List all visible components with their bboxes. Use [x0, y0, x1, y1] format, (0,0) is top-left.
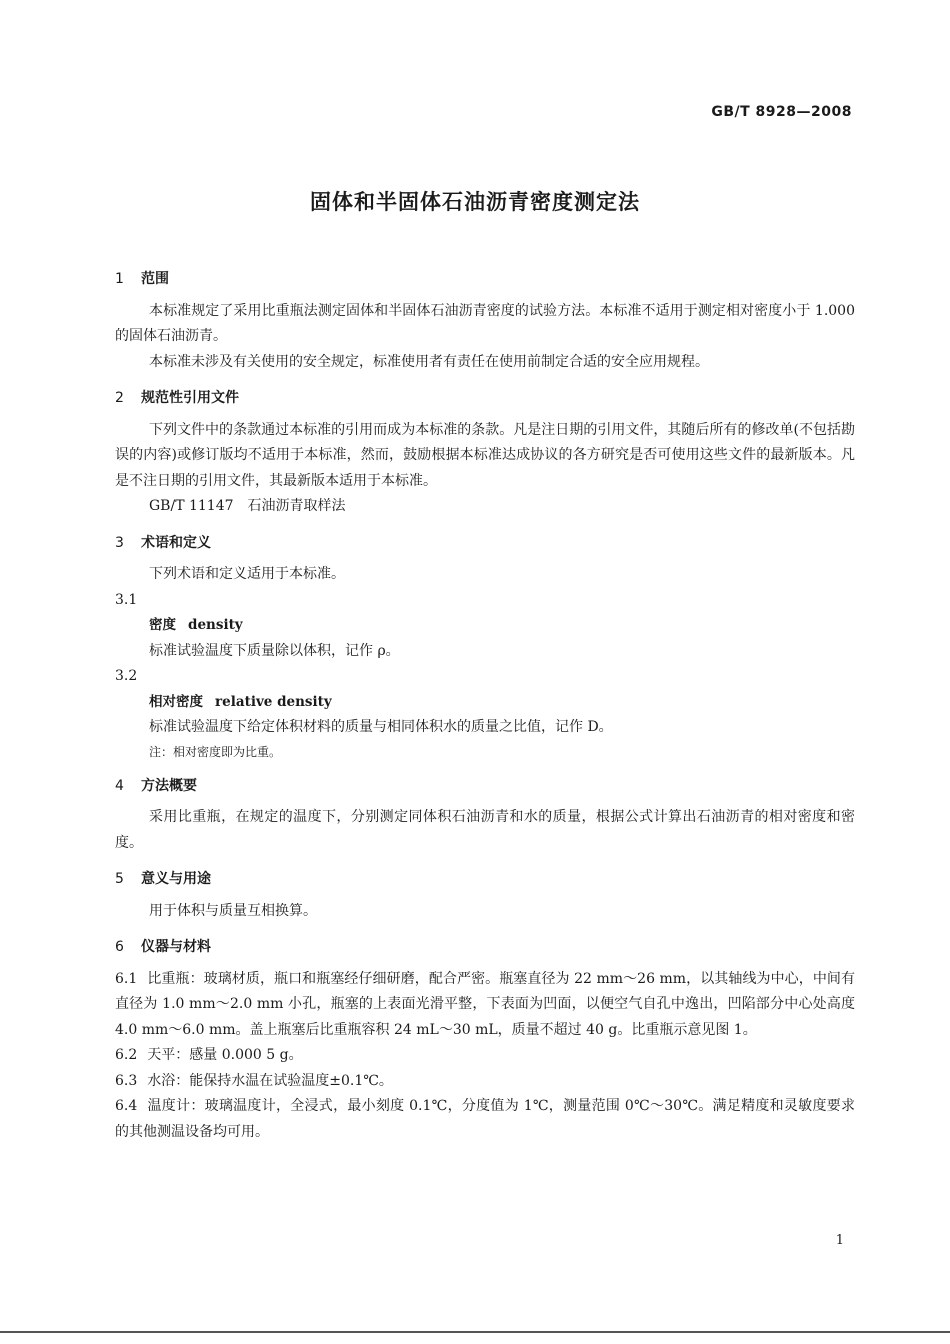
standard-code: GB/T 8928—2008 — [711, 104, 852, 120]
normative-reference — [115, 494, 855, 520]
clause-number: 6.2 — [115, 1047, 138, 1063]
section-title: 意义与用途 — [141, 871, 211, 887]
term-number: 3.1 — [115, 591, 138, 608]
section-5-heading — [115, 867, 855, 893]
section-number: 5 — [115, 871, 124, 887]
term-definition: 标准试验温度下给定体积材料的质量与相同体积水的质量之比值，记作 D。 — [149, 719, 613, 735]
term-name — [115, 613, 855, 639]
term-english: density — [188, 617, 243, 633]
clause-text: 天平：感量 0.000 5 g。 — [147, 1047, 303, 1063]
term-chinese: 密度 — [149, 617, 176, 633]
section-number: 2 — [115, 390, 124, 406]
reference-code: GB/T 11147 — [149, 498, 234, 514]
section-number: 1 — [115, 271, 124, 287]
section-number: 3 — [115, 534, 124, 551]
clause-text: 比重瓶：玻璃材质，瓶口和瓶塞经仔细研磨，配合严密。瓶塞直径为 22 mm～26 mm，以其轴线为中心，中间有直径为 1.0 mm～2.0 mm 小孔，瓶塞的上表面光滑平整，下表面为凹面，以便空气自孔中逸出，凹陷部分中心处高度 4.0 mm～6.0 mm。盖上瓶塞后比重瓶容积 24 mL～30 mL，质量不超过 40 g。比重瓶示意见图 1。 — [115, 970, 855, 1038]
term-chinese: 相对密度 — [149, 693, 203, 710]
document-body — [115, 262, 855, 1145]
section-number: 4 — [115, 777, 124, 794]
section-number: 6 — [115, 939, 124, 955]
section-title: 方法概要 — [141, 777, 197, 794]
paragraph: 下列文件中的条款通过本标准的引用而成为本标准的条款。凡是注日期的引用文件，其随后所有的修改单(不包括勘误的内容)或修订版均不适用于本标准，然而，鼓励根据本标准达成协议的各方研究是否可使用这些文件的最新版本。凡是不注日期的引用文件，其最新版本适用于本标准。 — [115, 421, 855, 489]
clause — [115, 1069, 855, 1095]
term-english: relative density — [215, 693, 332, 710]
paragraph: 下列术语和定义适用于本标准。 — [149, 566, 345, 582]
page-number: 1 — [835, 1233, 844, 1248]
section-title: 规范性引用文件 — [141, 390, 239, 406]
clause-text: 水浴：能保持水温在试验温度±0.1℃。 — [147, 1072, 393, 1089]
paragraph: 用于体积与质量互相换算。 — [149, 902, 317, 919]
term-number: 3.2 — [115, 668, 138, 684]
section-2-heading — [115, 386, 855, 412]
clause-number: 6.3 — [115, 1072, 138, 1089]
section-title: 术语和定义 — [141, 534, 211, 551]
section-1-heading — [115, 267, 855, 293]
clause-number: 6.1 — [115, 970, 138, 987]
section-3-heading — [115, 531, 855, 557]
clause-number: 6.4 — [115, 1098, 138, 1114]
section-6-heading — [115, 935, 855, 961]
document-title: 固体和半固体石油沥青密度测定法 — [310, 190, 640, 214]
term-name — [115, 690, 855, 716]
paragraph: 本标准规定了采用比重瓶法测定固体和半固体石油沥青密度的试验方法。本标准不适用于测定相对密度小于 1.000 的固体石油沥青。 — [115, 302, 855, 344]
section-4-heading — [115, 774, 855, 800]
clause — [115, 1043, 855, 1069]
note: 注：相对密度即为比重。 — [149, 744, 282, 759]
scan-edge-line — [0, 1331, 950, 1333]
clause — [115, 967, 855, 1044]
paragraph: 采用比重瓶，在规定的温度下，分别测定同体积石油沥青和水的质量，根据公式计算出石油沥青的相对密度和密度。 — [115, 809, 855, 851]
section-title: 仪器与材料 — [141, 939, 211, 955]
section-title: 范围 — [141, 271, 169, 287]
clause-text: 温度计：玻璃温度计，全浸式，最小刻度 0.1℃，分度值为 1℃，测量范围 0℃～30℃。满足精度和灵敏度要求的其他测温设备均可用。 — [115, 1098, 855, 1140]
reference-title: 石油沥青取样法 — [247, 498, 346, 514]
clause — [115, 1094, 855, 1145]
paragraph: 本标准未涉及有关使用的安全规定，标准使用者有责任在使用前制定合适的安全应用规程。 — [149, 353, 709, 370]
term-definition: 标准试验温度下质量除以体积，记作 ρ。 — [149, 642, 400, 659]
